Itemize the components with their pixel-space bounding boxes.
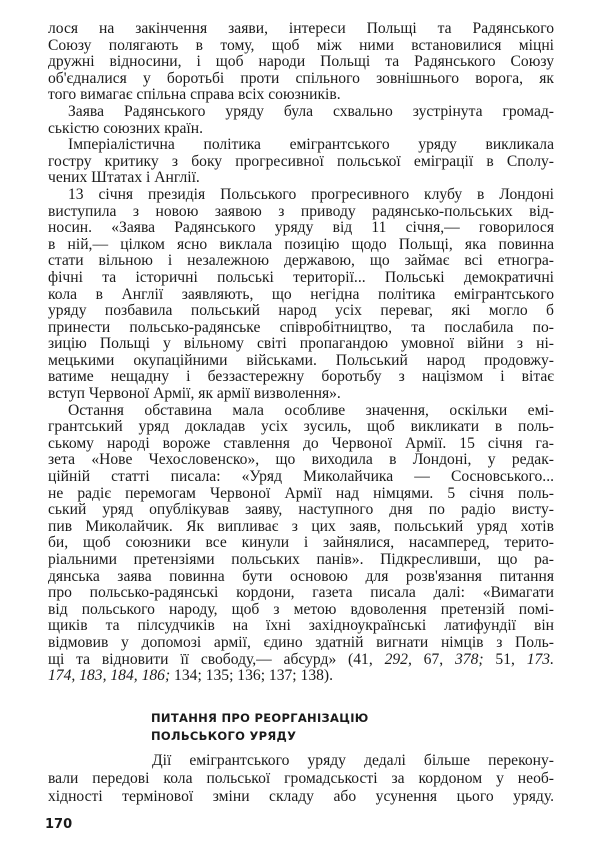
text-line: 13 січня президія Польського прогресивного клубу в Лондоні xyxy=(68,185,554,203)
text-line: зета «Нове Чехословенско», що виходила в Лондоні, у редак- xyxy=(48,451,554,469)
text-line: мецькими окупаційними військами. Польський народ продовжу- xyxy=(48,351,554,369)
text-line: щиків та пілсудчиків на їхні західноукраїнські латифундії він xyxy=(48,617,554,635)
text-line: ційній статті писала: «Уряд Миколайчика — Сосновського... xyxy=(48,468,554,486)
text-line: того вимагає спільна справа всіх союзників. xyxy=(48,86,341,104)
paragraph xyxy=(48,403,554,685)
paragraph xyxy=(48,21,554,104)
text-line: зицію Польщі у вільному світі пропагандою умовної війни з ні- xyxy=(48,335,554,353)
text-line: фічні та історичні польські території... Польські демократичні xyxy=(48,268,554,286)
text-segment: 51, xyxy=(483,650,527,668)
paragraph xyxy=(48,187,554,403)
text-line: Імперіалістична політика емігрантського уряду викликала xyxy=(68,136,554,154)
citation-reference: 174, 183, 184, 186; xyxy=(48,667,171,685)
text-line: Заява Радянського уряду була схвально зустрінута громад- xyxy=(68,102,554,120)
text-line: вступ Червоної Армії, як армії визволення». xyxy=(48,385,341,403)
text-line: принести польсько-радянське співробітництво, та послабила по- xyxy=(48,318,554,336)
text-line: носин. «Заява Радянського уряду від 11 січня,— говорилося xyxy=(48,219,554,237)
text-line: ріальними претензіями польських панів». Підкресливши, що ра- xyxy=(48,551,554,568)
text-segment: щі та відновити її свободу,— абсурд» (41, xyxy=(48,650,385,668)
text-line: не радіє перемогам Червоної Армії над німцями. 5 січня поль- xyxy=(48,484,554,502)
page-number: 170 xyxy=(45,817,73,832)
text-line: чених Штатах і Англії. xyxy=(48,169,200,187)
text-line xyxy=(48,668,554,685)
text-line: гостру критику з боку прогресивної польської еміграції в Сполу- xyxy=(48,152,554,170)
section-heading-line: ПОЛЬСЬКОГО УРЯДУ xyxy=(151,729,297,743)
text-line: вали передові кола польської громадськості за кордоном у необ- xyxy=(48,770,554,787)
text-line: об'єдналися у боротьбі проти спільного зовнішнього ворога, як xyxy=(48,69,554,87)
text-line: ськістю союзних країн. xyxy=(48,119,204,137)
citation-reference: 378; xyxy=(454,650,484,668)
text-line: хідності термінової зміни складу або усунення цього уряду. xyxy=(48,788,554,805)
citation-reference: 292, xyxy=(384,650,412,668)
text-line: ському народі вороже ставлення до Червоної Армії. 15 січня га- xyxy=(48,434,554,452)
citation-reference: 173. xyxy=(526,650,554,668)
text-line: в ній,— цілком ясно виклала позицію щодо Польщі, яка повинна xyxy=(48,235,554,253)
paragraph xyxy=(48,104,554,137)
text-line: Остання обставина мала особливе значення, оскільки емі- xyxy=(68,401,554,419)
text-line: ський уряд опублікував заяву, наступного дня по радіо висту- xyxy=(48,501,554,519)
paragraph xyxy=(48,137,554,187)
section-heading xyxy=(151,709,369,745)
paragraph xyxy=(48,752,554,806)
text-line: пив Миколайчик. Як випливає з цих заяв, польський уряд хотів xyxy=(48,517,554,535)
text-line: Союзу полягають в тому, щоб між ними встановилися міцні xyxy=(48,36,554,54)
text-segment: 67, xyxy=(411,650,455,668)
text-line: відмовив у допомозі армії, єдино здатній вигнати німців з Поль- xyxy=(48,633,554,651)
section-heading-line: ПИТАННЯ ПРО РЕОРГАНІЗАЦІЮ xyxy=(151,711,369,725)
text-line: лося на закінчення заяви, інтереси Польщі та Радянського xyxy=(48,20,554,37)
text-line: уряду позбавила польський народ усіх переваг, які могло б xyxy=(48,302,554,320)
text-line: про польсько-радянські кордони, газета писала далі: «Вимагати xyxy=(48,584,554,602)
text-line: виступила з новою заявою з приводу радянсько-польських від- xyxy=(48,202,554,220)
text-segment: 134; 135; 136; 137; 138). xyxy=(170,667,334,685)
text-line: від польського народу, щоб з метою вдоволення претензій помі- xyxy=(48,600,554,618)
text-line xyxy=(48,652,554,669)
text-line: дянська заява повинна бути основою для розв'язання питання xyxy=(48,567,554,585)
text-line: дружні відносини, і щоб народи Польщі та Радянського Союзу xyxy=(48,53,554,71)
text-line: стати вільною і незалежною державою, що займає всі етногра- xyxy=(48,252,554,270)
body-text xyxy=(48,21,554,685)
text-line: би, щоб союзники все кинули і зайнялися, насамперед, терито- xyxy=(48,534,554,552)
text-line: Дії емігрантського уряду дедалі більше перекону- xyxy=(152,752,554,769)
text-line: кола в Англії заявляють, що негідна політика емігрантського xyxy=(48,285,554,303)
text-line: ватиме нещадну і беззастережну боротьбу з націзмом і вітає xyxy=(48,368,554,386)
text-line: грантський уряд докладав усіх зусиль, щоб викликати в поль- xyxy=(48,418,554,436)
